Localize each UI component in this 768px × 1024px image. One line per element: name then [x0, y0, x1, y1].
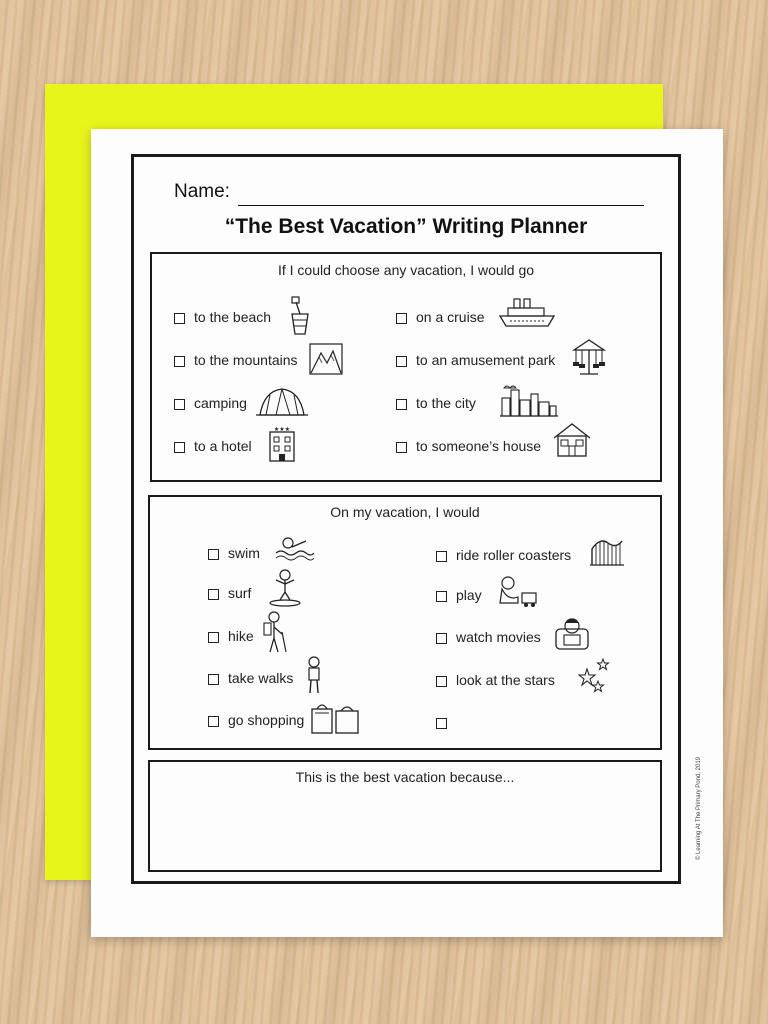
reason-writing-box[interactable]	[148, 760, 662, 872]
checkbox-label: take walks	[228, 670, 294, 686]
worksheet-paper	[91, 129, 723, 937]
checkbox-label: to the mountains	[194, 352, 298, 368]
name-label: Name:	[174, 181, 230, 202]
checkbox-label: hike	[228, 628, 254, 644]
checkbox-label: to the city	[416, 395, 476, 411]
checkbox-label: to the beach	[194, 309, 272, 325]
worksheet-border	[131, 154, 702, 884]
checkbox-label: to an amusement park	[416, 352, 556, 368]
checkbox[interactable]	[174, 442, 185, 453]
mountains-icon	[309, 343, 343, 375]
section3-heading: This is the best vacation because...	[295, 769, 515, 785]
tent-icon	[256, 387, 308, 417]
checkbox-label: to someone’s house	[416, 438, 542, 454]
vacation-destination-box	[150, 252, 662, 482]
stars-icon	[578, 657, 612, 697]
shopping-bags-icon	[310, 701, 362, 735]
checkbox[interactable]	[396, 313, 407, 324]
checkbox-label: play	[456, 587, 482, 603]
sand-bucket-icon	[286, 296, 314, 336]
checkbox[interactable]	[396, 442, 407, 453]
cruise-ship-icon	[498, 296, 556, 328]
carousel-icon	[570, 338, 608, 376]
checkbox[interactable]	[436, 551, 447, 562]
section2-heading: On my vacation, I would	[330, 504, 480, 520]
child-watching-tv-icon	[554, 615, 590, 653]
checkbox-label: on a cruise	[416, 309, 485, 325]
roller-coaster-icon	[590, 535, 624, 567]
checkbox[interactable]	[208, 716, 219, 727]
checkbox-label: go shopping	[228, 712, 305, 728]
section1-heading: If I could choose any vacation, I would go	[277, 262, 535, 278]
name-row	[174, 181, 644, 211]
checkbox[interactable]	[208, 632, 219, 643]
checkbox[interactable]	[174, 313, 185, 324]
checkbox-label: swim	[228, 545, 260, 561]
hiker-icon	[260, 610, 290, 654]
checkbox[interactable]	[396, 399, 407, 410]
checkbox[interactable]	[174, 399, 185, 410]
checkbox-label: camping	[194, 395, 247, 411]
city-skyline-icon	[500, 382, 558, 418]
checkbox-label: ride roller coasters	[456, 547, 572, 563]
walking-child-icon	[304, 655, 324, 695]
checkbox[interactable]	[208, 674, 219, 685]
checkbox[interactable]	[436, 718, 447, 729]
checkbox-label: surf	[228, 585, 252, 601]
copyright-credit: © Learning At The Primary Pond, 2019	[696, 757, 702, 861]
checkbox-label: look at the stars	[456, 672, 555, 688]
checkbox[interactable]	[208, 589, 219, 600]
hotel-icon	[268, 426, 296, 462]
checkbox[interactable]	[174, 356, 185, 367]
checkbox-label: to a hotel	[194, 438, 252, 454]
name-blank-line[interactable]	[238, 205, 644, 206]
checkbox[interactable]	[396, 356, 407, 367]
checkbox[interactable]	[436, 591, 447, 602]
svg-text:★★★: ★★★	[273, 427, 291, 433]
house-icon	[552, 422, 592, 458]
child-playing-icon	[496, 575, 540, 607]
worksheet-title: “The Best Vacation” Writing Planner	[224, 215, 588, 238]
vacation-activities-box	[148, 495, 662, 750]
checkbox-label: watch movies	[456, 629, 541, 645]
checkbox[interactable]	[436, 676, 447, 687]
swimmer-icon	[274, 535, 314, 561]
checkbox[interactable]	[208, 549, 219, 560]
surfer-icon	[268, 568, 302, 608]
checkbox[interactable]	[436, 633, 447, 644]
